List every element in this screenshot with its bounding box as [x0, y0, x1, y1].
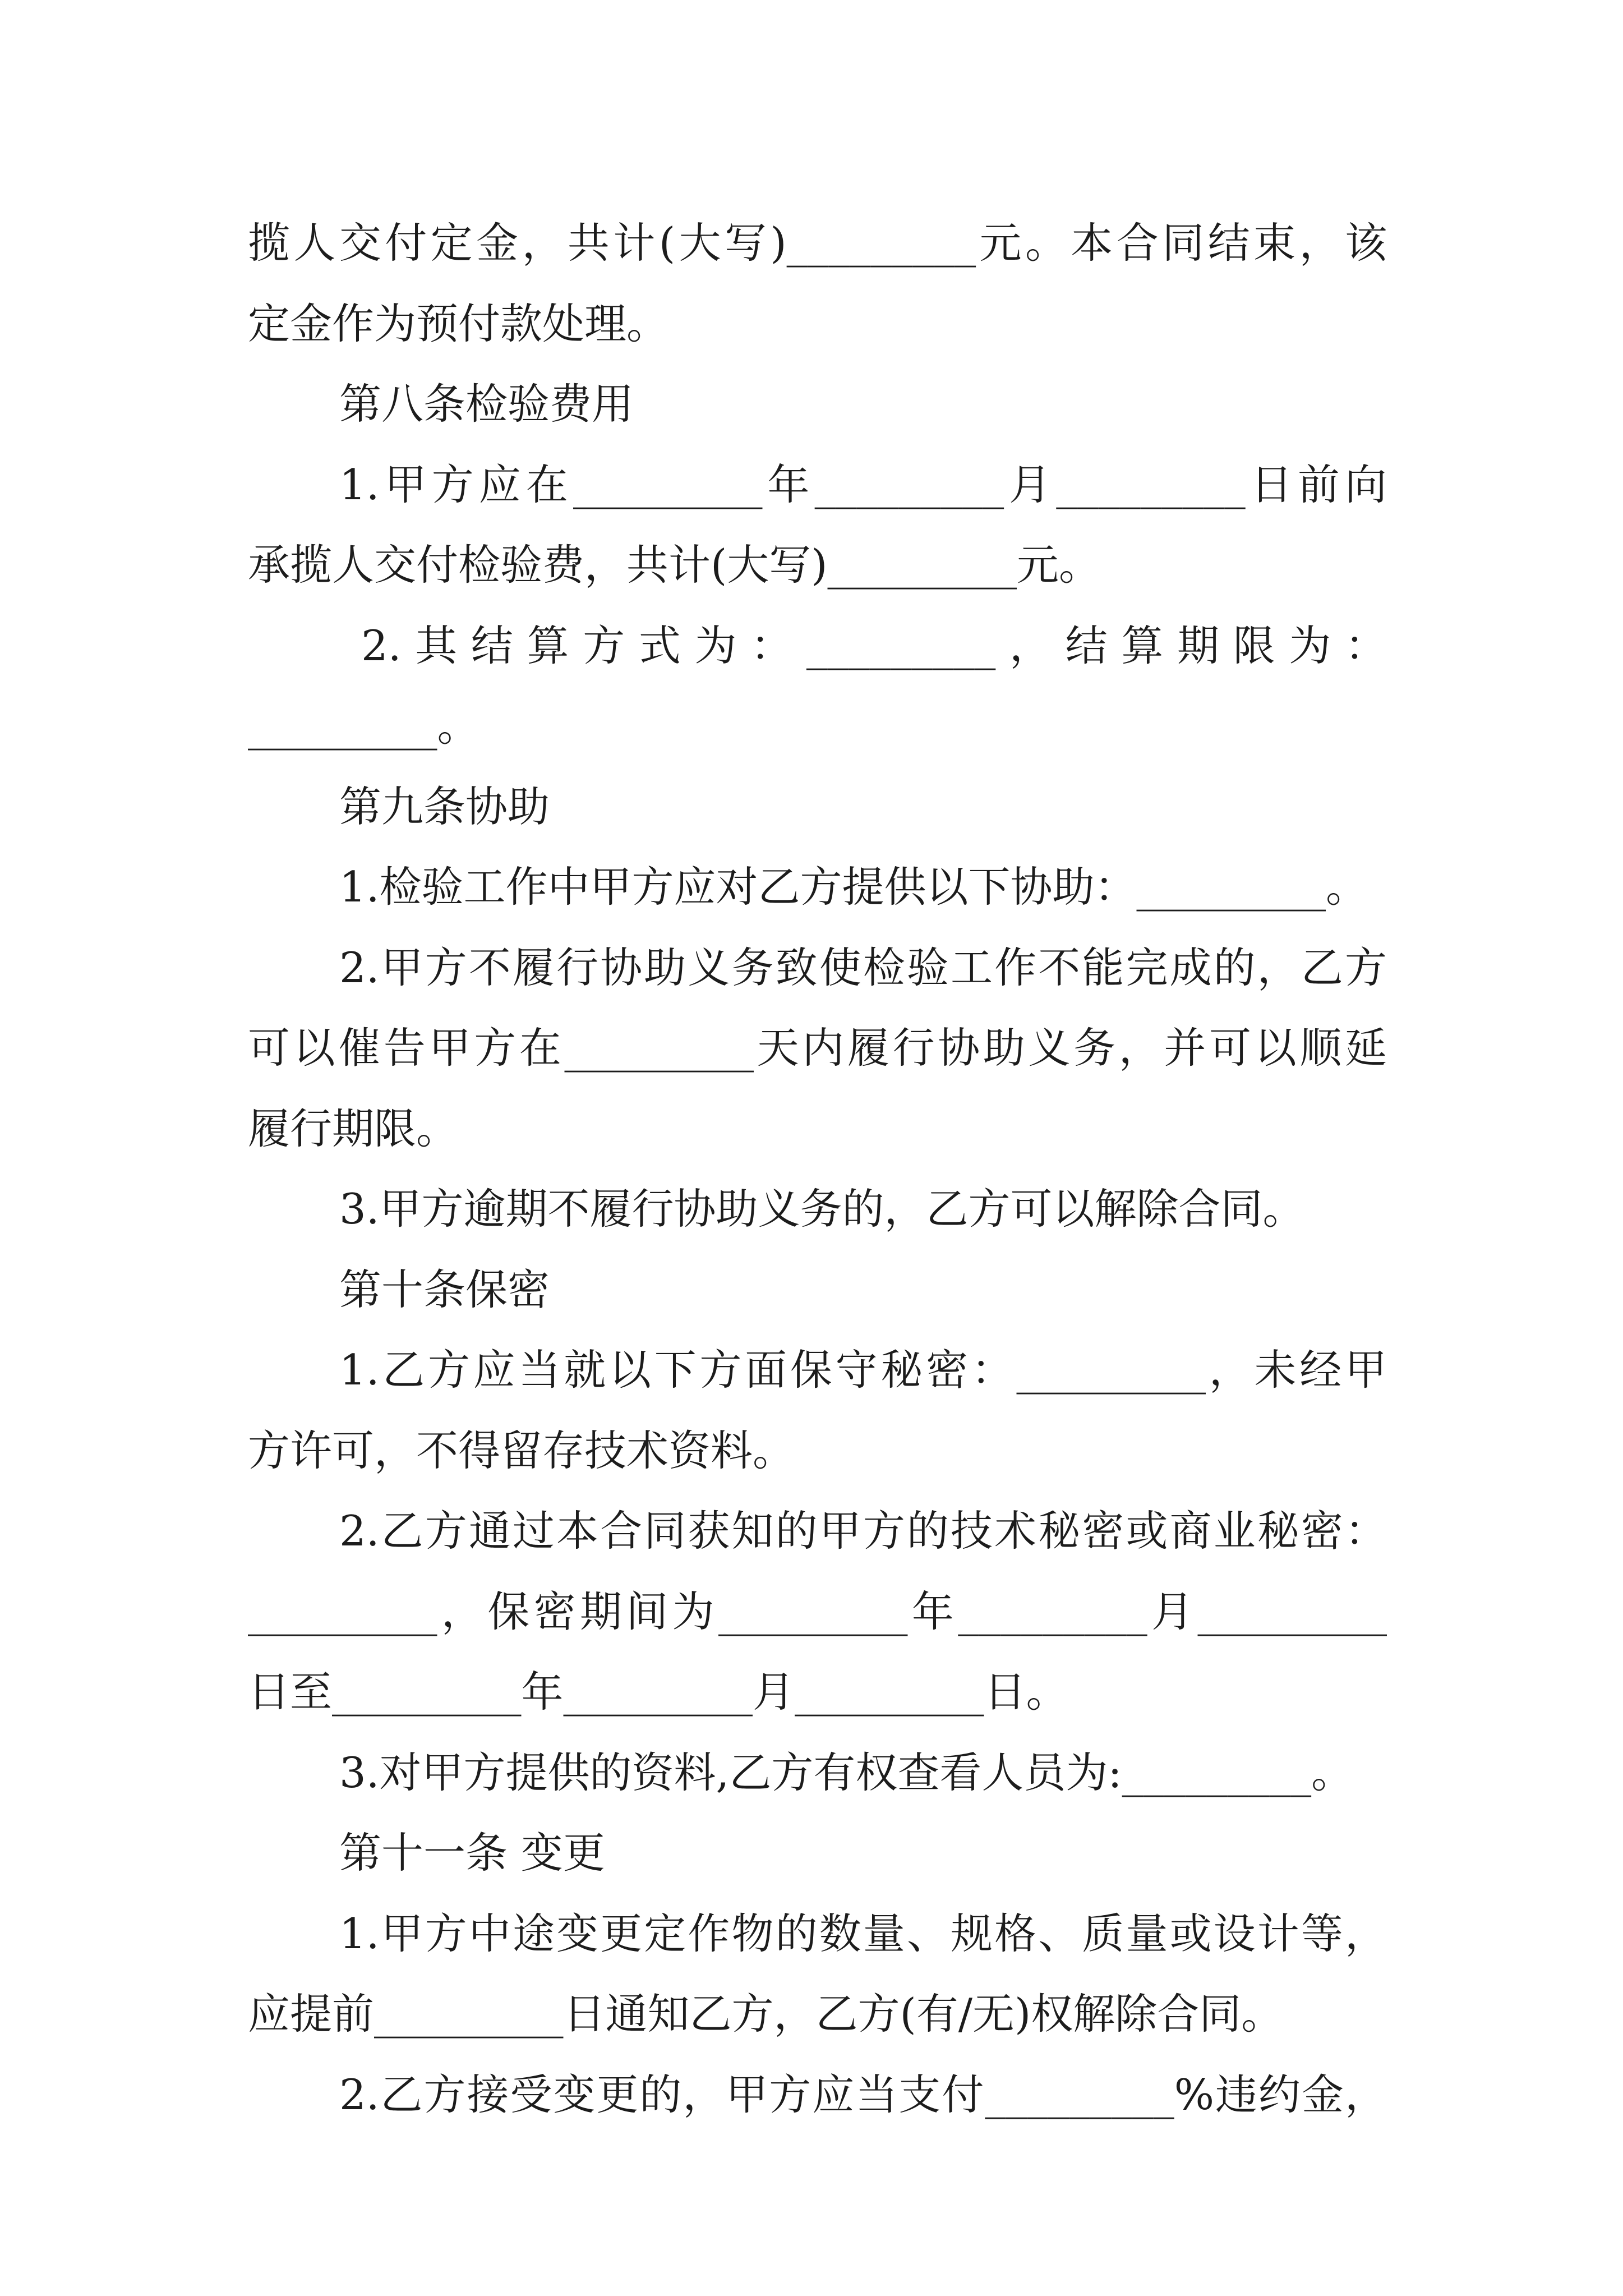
contract-line: 1.检验工作中甲方应对乙方提供以下协助：_________。 — [339, 862, 1368, 912]
contract-body — [248, 203, 1387, 2135]
contract-line: 3.甲方逾期不履行协助义务的，乙方可以解除合同。 — [339, 1184, 1305, 1234]
contract-line: 应提前_________日通知乙方，乙方(有/无)权解除合同。 — [248, 1989, 1284, 2039]
contract-line: 1.乙方应当就以下方面保守秘密：_________，未经甲 — [339, 1345, 1387, 1395]
contract-line: 定金作为预付款处理。 — [248, 298, 669, 348]
contract-line: 方许可，不得留存技术资料。 — [248, 1425, 795, 1475]
contract-line: 履行期限。 — [248, 1103, 459, 1153]
contract-line: _________。 — [248, 701, 479, 751]
article-heading: 第十一条 变更 — [339, 1828, 605, 1878]
contract-line: 2.甲方不履行协助义务致使检验工作不能完成的，乙方 — [339, 942, 1387, 992]
contract-line: 2.乙方接受变更的，甲方应当支付_________%违约金， — [339, 2069, 1387, 2119]
contract-line: 揽人交付定金，共计(大写)_________元。本合同结束，该 — [248, 218, 1387, 268]
contract-line: 1.甲方应在_________年_________月_________日前向 — [339, 459, 1387, 509]
article-heading: 第九条协助 — [339, 781, 550, 831]
article-heading: 第八条检验费用 — [339, 379, 634, 429]
contract-line: 2.乙方通过本合同获知的甲方的技术秘密或商业秘密： — [339, 1506, 1387, 1556]
contract-line: 2.其结算方式为：_________，结算期限为： — [361, 620, 1387, 670]
contract-line: 承揽人交付检验费，共计(大写)_________元。 — [248, 540, 1101, 590]
contract-line: _________，保密期间为_________年_________月_________ — [248, 1586, 1387, 1636]
contract-line: 3.对甲方提供的资料,乙方有权查看人员为:_________。 — [339, 1747, 1354, 1797]
contract-line: 1.甲方中途变更定作物的数量、规格、质量或设计等， — [339, 1908, 1387, 1958]
contract-line: 可以催告甲方在_________天内履行协助义务，并可以顺延 — [248, 1023, 1387, 1073]
contract-line: 日至_________年_________月_________日。 — [248, 1667, 1068, 1717]
article-heading: 第十条保密 — [339, 1264, 550, 1314]
